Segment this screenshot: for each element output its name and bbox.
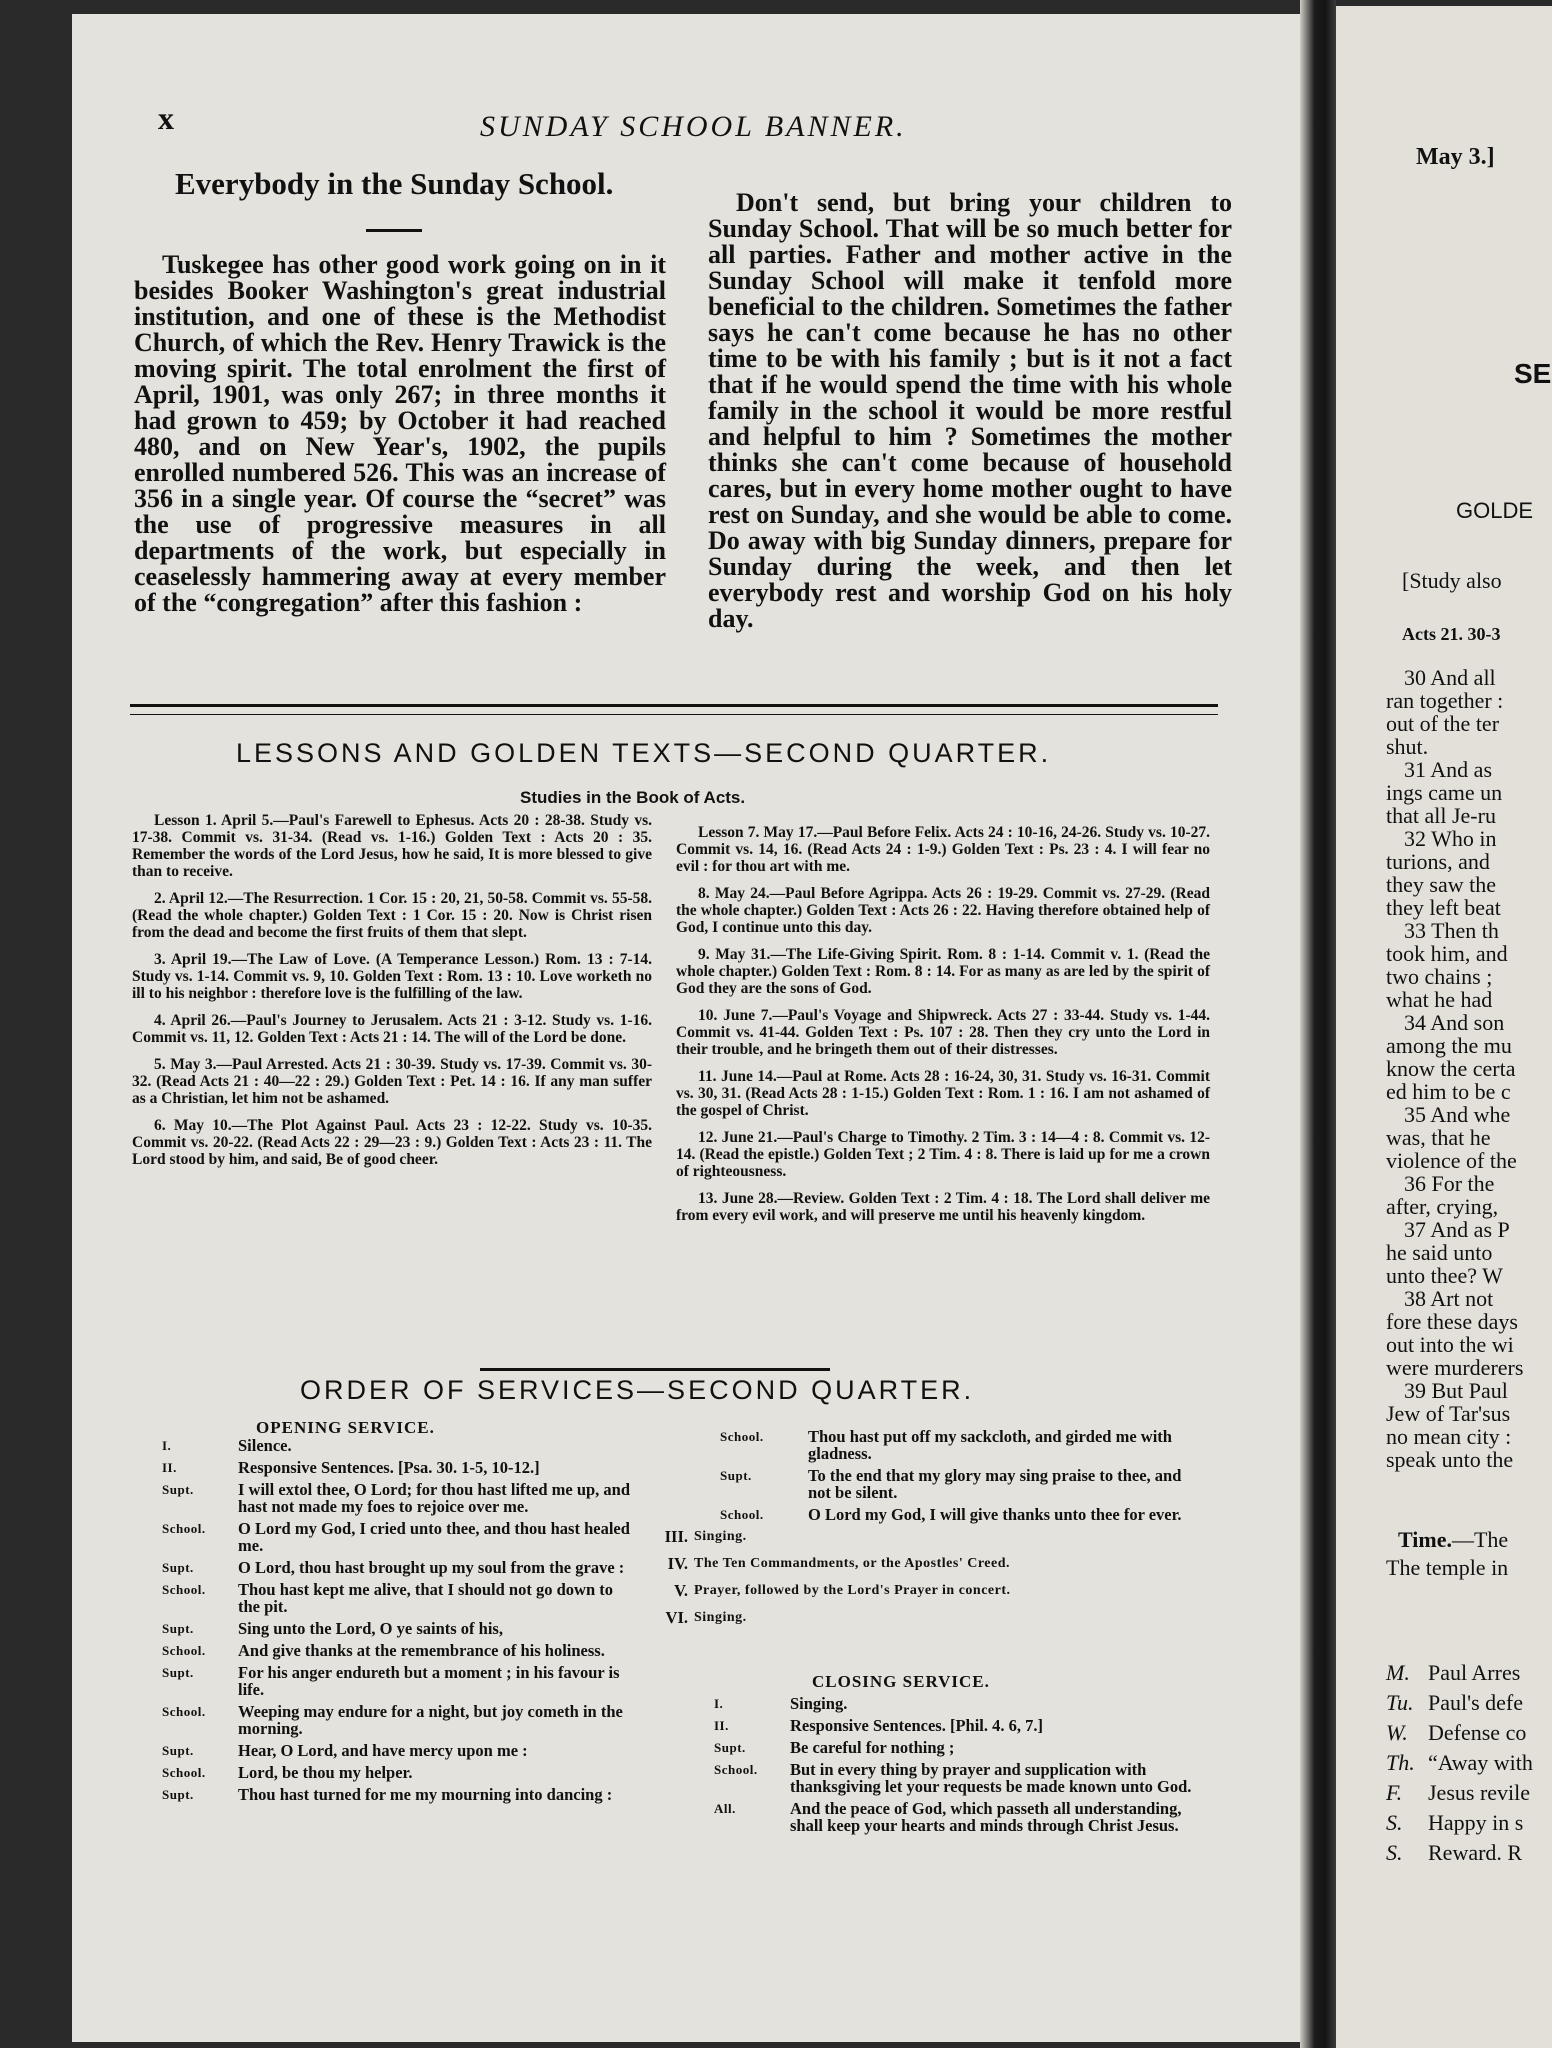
reading-day: F. <box>1386 1780 1403 1805</box>
speaker-label: Supt. <box>162 1560 194 1575</box>
verse-line: fore these days <box>1386 1309 1518 1334</box>
response-text: O Lord, thou hast brought up my soul from the grave : <box>238 1558 625 1577</box>
verse-line: ed him to be c <box>1386 1079 1511 1104</box>
speaker-label: All. <box>714 1801 736 1816</box>
verse-line: ran together : <box>1386 688 1504 713</box>
opening-line <box>128 1481 633 1515</box>
verse-line: 35 And whe <box>1404 1102 1511 1127</box>
verse-line: was, that he <box>1386 1125 1491 1150</box>
lesson-entry: 11. June 14.—Paul at Rome. Acts 28 : 16-24, 30, 31. Study vs. 16-31. Commit vs. 30, 31. (Read Acts 28 : 1-15.) Golden Text : Rom. 1 : 16. I am not ashamed of the gospel of Christ. <box>676 1068 1210 1119</box>
lesson-entry: 8. May 24.—Paul Before Agrippa. Acts 26 : 19-29. Commit vs. 27-29. (Read the whole chapter.) Golden Text : Acts 26 : 22. Having therefore obtained help of God, I continue unto this day. <box>676 885 1210 936</box>
response-text: Thou hast turned for me my mourning into dancing : <box>238 1785 613 1804</box>
opening-line <box>128 1764 633 1781</box>
opening-service-continued <box>664 1427 1208 1636</box>
reading-text: “Away with <box>1428 1750 1533 1775</box>
verse-line: 36 For the <box>1404 1171 1495 1196</box>
lesson-entry: 13. June 28.—Review. Golden Text : 2 Tim. 4 : 18. The Lord shall deliver me from every evil work, and will preserve me until his heavenly kingdom. <box>676 1190 1210 1224</box>
item-number: IV. <box>667 1554 688 1573</box>
opening-line <box>128 1459 633 1476</box>
speaker-label: II. <box>714 1718 729 1733</box>
right-page-verses <box>1386 666 1552 1471</box>
verse-line: they saw the <box>1386 872 1496 897</box>
response-text: Thou hast put off my sackcloth, and girded me with gladness. <box>808 1427 1172 1463</box>
lesson-entry: Lesson 1. April 5.—Paul's Farewell to Ephesus. Acts 20 : 28-38. Study vs. 17-38. Commit vs. 31-34. (Read vs. 1-16.) Golden Text : Acts 20 : 35. Remember the words of the Lord Jesus, how he said, It is more blessed to give than to receive. <box>132 812 652 880</box>
response-text: O Lord my God, I cried unto thee, and thou hast healed me. <box>238 1519 630 1555</box>
response-text: Thou hast kept me alive, that I should not go down to the pit. <box>238 1580 613 1616</box>
speaker-label: I. <box>714 1696 724 1711</box>
speaker-label: Supt. <box>162 1743 194 1758</box>
verse-line: no mean city : <box>1386 1424 1512 1449</box>
lesson-entry: 2. April 12.—The Resurrection. 1 Cor. 15 : 20, 21, 50-58. Commit vs. 55-58. (Read the whole chapter.) Golden Text : 1 Cor. 15 : 20. Now is Christ risen from the dead and become the first fruits of them that slept. <box>132 890 652 941</box>
book-gutter <box>1300 0 1336 2048</box>
closing-line <box>676 1761 1196 1795</box>
response-text: Weeping may endure for a night, but joy cometh in the morning. <box>238 1702 623 1738</box>
speaker-label: Supt. <box>714 1740 746 1755</box>
verse-line: out into the wi <box>1386 1332 1514 1357</box>
opening-item <box>648 1609 1208 1626</box>
right-page-golden: GOLDE <box>1456 498 1534 523</box>
item-number: V. <box>674 1581 688 1600</box>
speaker-label: Supt. <box>162 1665 194 1680</box>
verse-line: ings came un <box>1386 780 1503 805</box>
right-page-ref: Acts 21. 30-3 <box>1402 624 1501 644</box>
verse-line: turions, and <box>1386 849 1490 874</box>
lessons-column-2 <box>676 824 1210 1234</box>
lesson-entry: 5. May 3.—Paul Arrested. Acts 21 : 30-39. Study vs. 17-39. Commit vs. 30-32. (Read Acts 21 : 40—22 : 29.) Golden Text : Pet. 14 : 16. If any man suffer as a Christian, let him not be ashamed. <box>132 1056 652 1107</box>
reading-day: S. <box>1386 1810 1403 1835</box>
closing-service-heading: CLOSING SERVICE. <box>812 1672 990 1691</box>
item-text: Prayer, followed by the Lord's Prayer in concert. <box>694 1583 1011 1598</box>
opening-line <box>128 1559 633 1576</box>
speaker-label: School. <box>162 1643 206 1658</box>
verse-line: after, crying, <box>1386 1194 1499 1219</box>
opening-line <box>128 1581 633 1615</box>
opening-line <box>128 1437 633 1454</box>
right-page-readings <box>1386 1658 1552 1868</box>
reading-text: Jesus revile <box>1428 1780 1531 1805</box>
daily-reading <box>1386 1658 1552 1688</box>
verse-line: know the certa <box>1386 1056 1516 1081</box>
opening-line <box>128 1620 633 1637</box>
lesson-entry: 10. June 7.—Paul's Voyage and Shipwreck. Acts 27 : 33-44. Study vs. 1-44. Commit vs. 41-44. Golden Text : Ps. 107 : 28. Then they cry unto the Lord in their trouble, and he bringeth them out of their distresses. <box>676 1007 1210 1058</box>
reading-text: Happy in s <box>1428 1810 1524 1835</box>
response-text: Silence. <box>238 1436 292 1455</box>
response-text: Singing. <box>790 1694 848 1713</box>
verse-line: shut. <box>1386 734 1429 759</box>
article-title: Everybody in the Sunday School. <box>175 166 614 201</box>
response-text: Hear, O Lord, and have mercy upon me : <box>238 1741 528 1760</box>
lessons-subtitle: Studies in the Book of Acts. <box>520 788 746 807</box>
reading-text: Defense co <box>1428 1720 1527 1745</box>
verse-line: what he had <box>1386 987 1493 1012</box>
closing-service <box>676 1695 1196 1839</box>
lessons-column-1 <box>132 812 652 1178</box>
verse-line: 37 And as P <box>1404 1217 1510 1242</box>
order-rule <box>480 1368 830 1371</box>
speaker-label: I. <box>162 1438 172 1453</box>
verse-line: two chains ; <box>1386 964 1493 989</box>
response-text: O Lord my God, I will give thanks unto thee for ever. <box>808 1505 1182 1524</box>
daily-reading <box>1386 1808 1552 1838</box>
verse-line: took him, and <box>1386 941 1508 966</box>
response-text: Responsive Sentences. [Phil. 4. 6, 7.] <box>790 1716 1043 1735</box>
opening-line <box>128 1664 633 1698</box>
speaker-label: School. <box>162 1765 206 1780</box>
daily-reading <box>1386 1718 1552 1748</box>
speaker-label: School. <box>720 1507 764 1522</box>
running-title: SUNDAY SCHOOL BANNER. <box>480 110 907 143</box>
verse-line: that all Je-ru <box>1386 803 1496 828</box>
response-text: I will extol thee, O Lord; for thou hast lifted me up, and hast not made my foes to rejoice over me. <box>238 1480 631 1516</box>
right-page-study: [Study also <box>1402 568 1502 593</box>
order-title: ORDER OF SERVICES—SECOND QUARTER. <box>300 1375 975 1405</box>
verse-line: 33 Then th <box>1404 918 1499 943</box>
time-label: Time. <box>1398 1527 1452 1552</box>
reading-day: Th. <box>1386 1750 1415 1775</box>
verse-line: unto thee? W <box>1386 1263 1503 1288</box>
verse-line: violence of the <box>1386 1148 1517 1173</box>
response-text: Lord, be thou my helper. <box>238 1763 413 1782</box>
verse-line: 38 Art not <box>1404 1286 1494 1311</box>
closing-line <box>676 1695 1196 1712</box>
response-text: But in every thing by prayer and supplication with thanksgiving let your requests be made known unto God. <box>790 1760 1192 1796</box>
item-text: Singing. <box>694 1610 747 1625</box>
opening-line <box>128 1786 633 1803</box>
verse-line: were murderers <box>1386 1355 1524 1380</box>
verse-line: speak unto the <box>1386 1447 1514 1472</box>
closing-line <box>676 1739 1196 1756</box>
speaker-label: School. <box>162 1521 206 1536</box>
opening-line <box>128 1742 633 1759</box>
daily-reading <box>1386 1838 1552 1868</box>
right-page-time <box>1398 1528 1508 1551</box>
response-text: For his anger endureth but a moment ; in his favour is life. <box>238 1663 620 1699</box>
response-text: Sing unto the Lord, O ye saints of his, <box>238 1619 503 1638</box>
opening-line <box>128 1642 633 1659</box>
speaker-label: School. <box>714 1762 758 1777</box>
reading-day: W. <box>1386 1720 1408 1745</box>
opening-line <box>668 1467 1208 1501</box>
daily-reading <box>1386 1748 1552 1778</box>
verse-line: he said unto <box>1386 1240 1493 1265</box>
article-rule <box>366 229 422 232</box>
verse-line: 34 And son <box>1404 1010 1505 1035</box>
daily-reading <box>1386 1688 1552 1718</box>
response-text: Be careful for nothing ; <box>790 1738 955 1757</box>
lesson-entry: Lesson 7. May 17.—Paul Before Felix. Acts 24 : 10-16, 24-26. Study vs. 10-27. Commit vs. 14, 16. (Read Acts 24 : 1-9.) Golden Text : Ps. 23 : 4. I will fear no evil : for thou art with me. <box>676 824 1210 875</box>
reading-text: Paul Arres <box>1428 1660 1521 1685</box>
article-column-1: Tuskegee has other good work going on in it besides Booker Washington's great industrial institution, and one of these is the Methodist Church, of which the Rev. Henry Trawick is the moving spirit. The total enrolment the first of April, 1901, was only 267; in three months it had grown to 459; by October it had reached 480, and on New Year's, 1902, the pupils enrolled numbered 526. This was an increase of 356 in a single year. Of course the “secret” was the use of progressive measures in all departments of the work, but especially in ceaselessly hammering away at every member of the “congregation” after this fashion : <box>134 250 666 617</box>
right-page-temple: The temple in <box>1386 1555 1509 1580</box>
speaker-label: Supt. <box>720 1468 752 1483</box>
reading-day: Tu. <box>1386 1690 1414 1715</box>
reading-day: M. <box>1386 1660 1410 1685</box>
speaker-label: School. <box>162 1582 206 1597</box>
verse-line: 31 And as <box>1404 757 1492 782</box>
daily-reading <box>1386 1778 1552 1808</box>
section-divider <box>130 704 1218 715</box>
verse-line: among the mu <box>1386 1033 1512 1058</box>
verse-line: they left beat <box>1386 895 1501 920</box>
page-numeral: x <box>158 100 174 136</box>
opening-item <box>648 1555 1208 1572</box>
time-text: —The <box>1451 1527 1509 1552</box>
lessons-title: LESSONS AND GOLDEN TEXTS—SECOND QUARTER. <box>236 738 1052 768</box>
verse-line: 30 And all <box>1404 665 1496 690</box>
verse-line: Jew of Tar'sus <box>1386 1401 1511 1426</box>
lesson-entry: 9. May 31.—The Life-Giving Spirit. Rom. 8 : 1-14. Commit v. 1. (Read the whole chapter.) Golden Text : Rom. 8 : 14. For as many as are led by the spirit of God they are the sons of God. <box>676 946 1210 997</box>
opening-service <box>128 1437 633 1808</box>
speaker-label: School. <box>162 1704 206 1719</box>
right-page-date: May 3.] <box>1416 144 1495 170</box>
verse-line: out of the ter <box>1386 711 1500 736</box>
opening-item <box>648 1582 1208 1599</box>
opening-line <box>128 1520 633 1554</box>
right-page-heading: SE <box>1514 358 1552 389</box>
speaker-label: Supt. <box>162 1787 194 1802</box>
lesson-entry: 6. May 10.—The Plot Against Paul. Acts 23 : 12-22. Study vs. 10-35. Commit vs. 20-22. (Read Acts 22 : 29—23 : 9.) Golden Text : Acts 23 : 11. The Lord stood by him, and said, Be of good cheer. <box>132 1117 652 1168</box>
item-text: Singing. <box>694 1529 747 1544</box>
opening-line <box>668 1428 1208 1462</box>
speaker-label: Supt. <box>162 1621 194 1636</box>
opening-item <box>648 1528 1208 1545</box>
closing-line <box>676 1800 1196 1834</box>
closing-line <box>676 1717 1196 1734</box>
right-page <box>1336 6 1552 2048</box>
article-column-2: Don't send, but bring your children to Sunday School. That will be so much better for all parties. Father and mother active in the Sunday School will make it tenfold more beneficial to the children. Sometimes the father says he can't come because he has no other time to be with his family ; but is it not a fact that if he would spend the time with his whole family in the school it would be more restful and helpful to him ? Sometimes the mother thinks she can't come because of household cares, but in every home mother ought to have rest on Sunday, and she would be able to come. Do away with big Sunday dinners, prepare for Sunday during the week, and then let everybody rest and worship God on his holy day. <box>708 188 1232 633</box>
response-text: And give thanks at the remembrance of his holiness. <box>238 1641 605 1660</box>
item-text: The Ten Commandments, or the Apostles' Creed. <box>694 1556 1011 1571</box>
opening-line <box>668 1506 1208 1523</box>
speaker-label: II. <box>162 1460 177 1475</box>
reading-day: S. <box>1386 1840 1403 1865</box>
verse-line: 32 Who in <box>1404 826 1497 851</box>
response-text: And the peace of God, which passeth all understanding, shall keep your hearts and minds through Christ Jesus. <box>790 1799 1182 1835</box>
response-text: Responsive Sentences. [Psa. 30. 1-5, 10-12.] <box>238 1458 540 1477</box>
item-number: VI. <box>665 1608 688 1627</box>
speaker-label: Supt. <box>162 1482 194 1497</box>
opening-service-heading: OPENING SERVICE. <box>256 1418 435 1437</box>
item-number: III. <box>664 1527 688 1546</box>
reading-text: Paul's defe <box>1428 1690 1523 1715</box>
lesson-entry: 3. April 19.—The Law of Love. (A Temperance Lesson.) Rom. 13 : 7-14. Study vs. 1-14. Commit vs. 9, 10. Golden Text : Rom. 13 : 10. Love worketh no ill to his neighbor : therefore love is the fulfilling of the law. <box>132 951 652 1002</box>
verse-line: 39 But Paul <box>1404 1378 1508 1403</box>
reading-text: Reward. R <box>1428 1840 1523 1865</box>
lesson-entry: 12. June 21.—Paul's Charge to Timothy. 2 Tim. 3 : 14—4 : 8. Commit vs. 12-14. (Read the epistle.) Golden Text ; 2 Tim. 4 : 8. There is laid up for me a crown of righteousness. <box>676 1129 1210 1180</box>
response-text: To the end that my glory may sing praise to thee, and not be silent. <box>808 1466 1182 1502</box>
opening-line <box>128 1703 633 1737</box>
lesson-entry: 4. April 26.—Paul's Journey to Jerusalem. Acts 21 : 3-12. Study vs. 1-16. Commit vs. 11, 12. Golden Text : Acts 21 : 14. The will of the Lord be done. <box>132 1012 652 1046</box>
speaker-label: School. <box>720 1429 764 1444</box>
